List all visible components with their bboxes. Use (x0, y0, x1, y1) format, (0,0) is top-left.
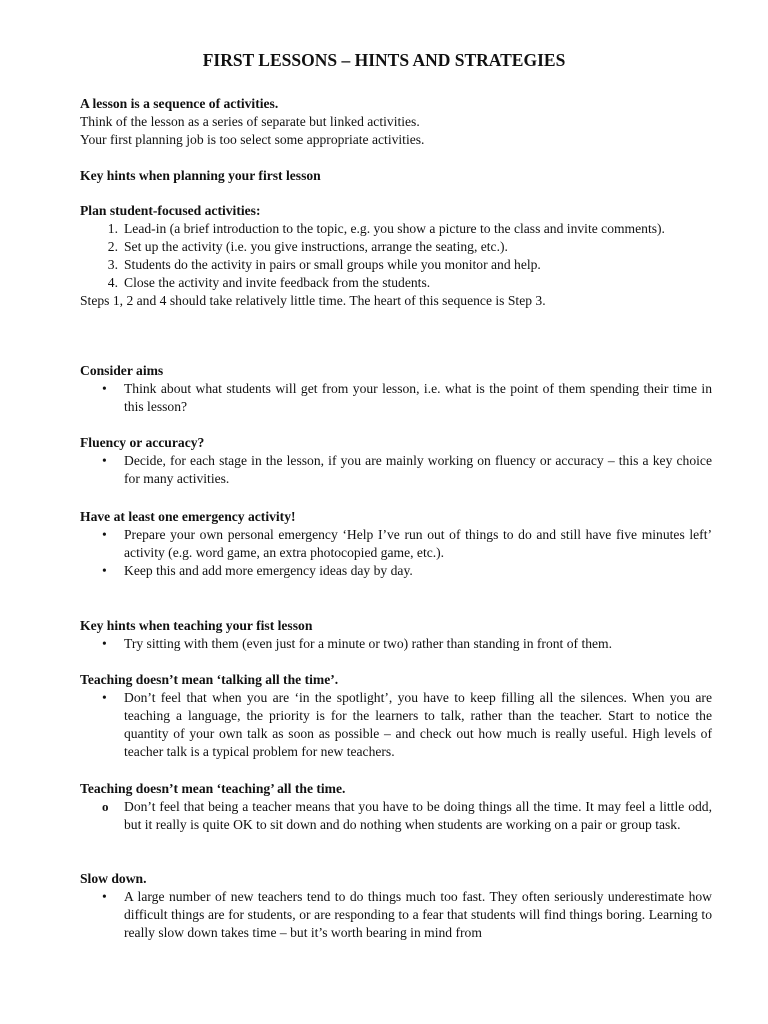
plan-step (80, 274, 712, 292)
document-title: FIRST LESSONS – HINTS AND STRATEGIES (202, 50, 566, 70)
fluency-section (80, 434, 712, 488)
bullet-text: Decide, for each stage in the lesson, if you are mainly working on fluency or accuracy – this a key choice for many activities. (124, 453, 712, 486)
intro-section (80, 95, 712, 149)
emergency-heading: Have at least one emergency activity! (80, 509, 296, 524)
intro-line: Think of the lesson as a series of separate but linked activities. (80, 114, 420, 129)
plan-section (80, 202, 712, 310)
step-number: 3. (107, 257, 118, 272)
bullet-text: A large number of new teachers tend to do things much too fast. They often seriously underestimate how difficult things are for students, or are responding to a fear that students will find things boring. Learning to really slow down takes time – but it’s worth bearing in mind from (124, 889, 712, 940)
bullet-icon: • (102, 636, 107, 651)
plan-step (80, 256, 712, 274)
bullet-icon: • (102, 563, 107, 578)
doing-section (80, 780, 712, 834)
step-number: 4. (107, 275, 118, 290)
bullet-text: Think about what students will get from your lesson, i.e. what is the point of them spending their time in this lesson? (124, 381, 712, 414)
bullet-text: Don’t feel that being a teacher means that you have to be doing things all the time. It may feel a little odd, but it really is quite OK to sit down and do nothing when students are working on a pair or group task. (124, 799, 712, 832)
bullet-item (80, 526, 712, 562)
bullet-icon: • (102, 527, 107, 542)
step-text: Lead-in (a brief introduction to the topic, e.g. you show a picture to the class and invite comments). (124, 221, 665, 236)
emergency-section (80, 508, 712, 580)
bullet-item (80, 888, 712, 942)
bullet-text: Try sitting with them (even just for a minute or two) rather than standing in front of them. (124, 636, 613, 651)
bullet-item (80, 635, 712, 653)
slow-section (80, 870, 712, 942)
intro-line: Your first planning job is too select some appropriate activities. (80, 132, 425, 147)
aims-section (80, 362, 712, 416)
teaching-heading: Key hints when teaching your fist lesson (80, 618, 313, 633)
step-text: Students do the activity in pairs or small groups while you monitor and help. (124, 257, 541, 272)
talking-section (80, 671, 712, 761)
planning-heading: Key hints when planning your first lesson (80, 168, 321, 183)
fluency-heading: Fluency or accuracy? (80, 435, 205, 450)
doing-heading: Teaching doesn’t mean ‘teaching’ all the time. (80, 781, 346, 796)
plan-step (80, 220, 712, 238)
aims-heading: Consider aims (80, 363, 164, 378)
bullet-icon: • (102, 453, 107, 468)
talking-heading: Teaching doesn’t mean ‘talking all the time’. (80, 672, 339, 687)
slow-heading: Slow down. (80, 871, 147, 886)
bullet-item (80, 689, 712, 761)
step-number: 2. (107, 239, 118, 254)
plan-note: Steps 1, 2 and 4 should take relatively little time. The heart of this sequence is Step 3. (80, 293, 546, 308)
bullet-item (80, 380, 712, 416)
bullet-item (80, 562, 712, 580)
step-text: Set up the activity (i.e. you give instructions, arrange the seating, etc.). (124, 239, 508, 254)
bullet-item (80, 452, 712, 488)
intro-heading: A lesson is a sequence of activities. (80, 96, 279, 111)
plan-step (80, 238, 712, 256)
bullet-icon: • (102, 690, 107, 705)
teaching-section (80, 617, 712, 653)
bullet-icon: • (102, 381, 107, 396)
bullet-text: Prepare your own personal emergency ‘Help I’ve run out of things to do and still have five minutes left’ activity (e.g. word game, an extra photocopied game, etc.). (124, 527, 712, 560)
plan-heading: Plan student-focused activities: (80, 203, 261, 218)
circle-bullet-icon: o (102, 799, 109, 814)
bullet-text: Don’t feel that when you are ‘in the spotlight’, you have to keep filling all the silences. When you are teaching a language, the priority is for the learners to talk, rather than the teacher. Start to notice the quantity of your own talk as soon as possible – and check out how much is really useful. High levels of teacher talk is a typical problem for new teachers. (124, 690, 712, 759)
bullet-icon: • (102, 889, 107, 904)
step-text: Close the activity and invite feedback from the students. (124, 275, 431, 290)
bullet-text: Keep this and add more emergency ideas day by day. (124, 563, 413, 578)
bullet-item (80, 798, 712, 834)
step-number: 1. (107, 221, 118, 236)
